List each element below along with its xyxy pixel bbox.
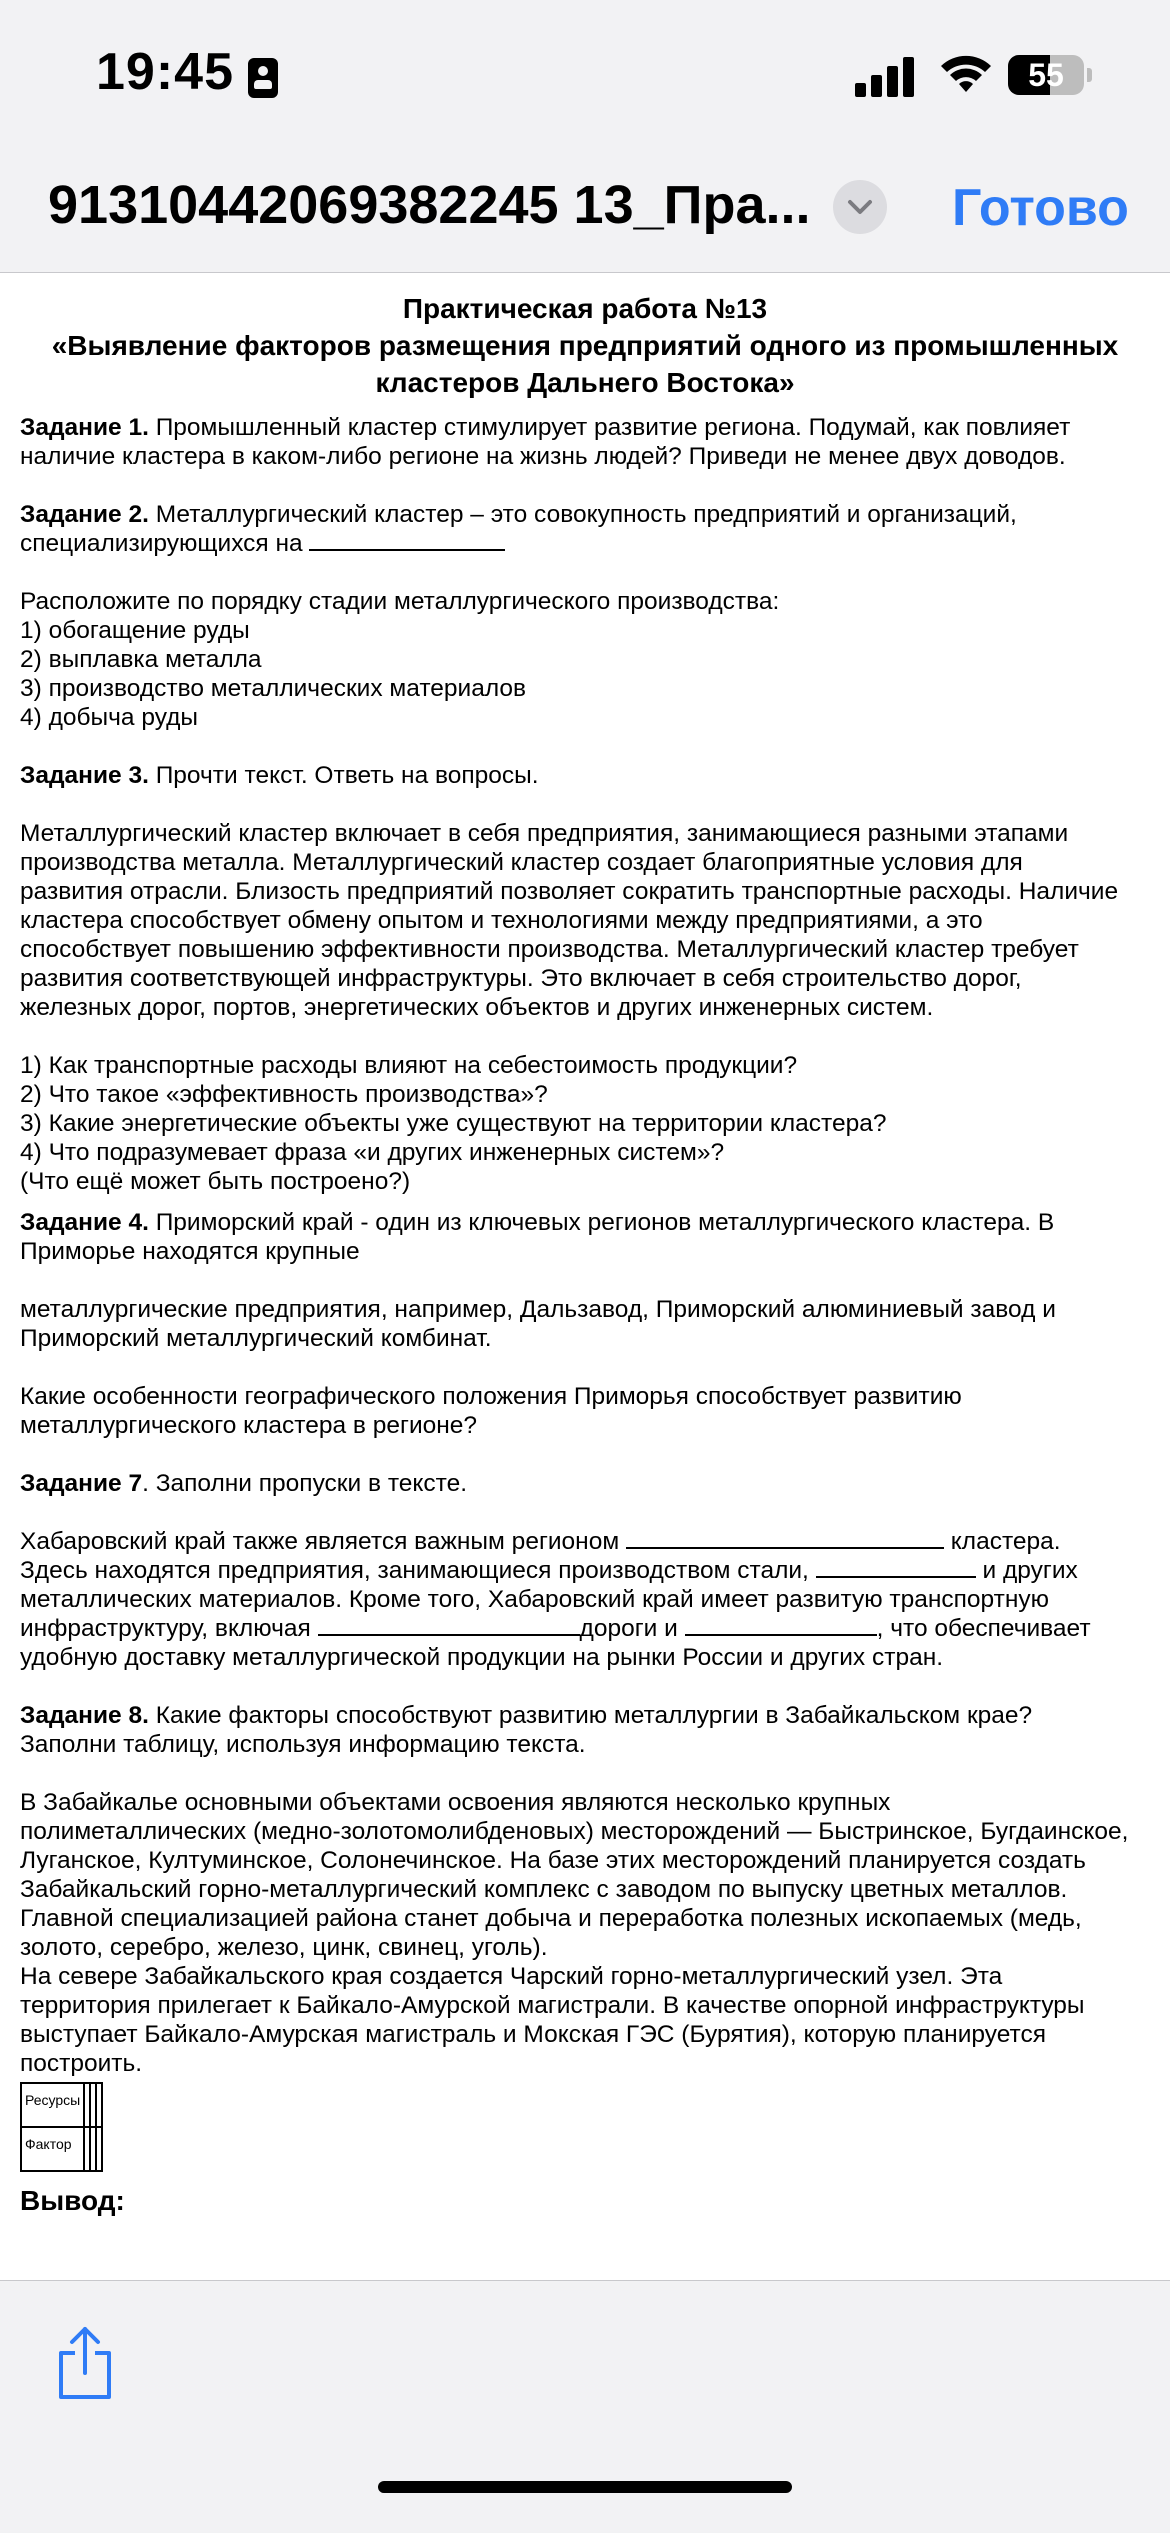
text-run: дороги и	[579, 1615, 685, 1642]
table-row	[21, 2083, 102, 2127]
list-item: 4) добыча руды	[20, 704, 199, 731]
paragraph-line: территория прилегает к Байкало-Амурской магистрали. В качестве опорной инфраструктуры	[20, 1992, 1085, 2019]
task-1	[20, 413, 1150, 442]
text-run: кластера.	[944, 1528, 1061, 1555]
list-item: 3) производство металлических материалов	[20, 675, 527, 702]
task-label: Задание 2.	[20, 501, 149, 528]
question-item: (Что ещё может быть построено?)	[20, 1168, 411, 1195]
contact-card-icon	[248, 58, 278, 98]
document-title[interactable]: 91310442069382245 13_Пра...	[48, 175, 811, 235]
worksheet-title: Практическая работа №13	[402, 293, 768, 324]
task-text: Прочти текст. Ответь на вопросы.	[148, 762, 539, 789]
paragraph-line: способствует повышению эффективности производства. Металлургический кластер требует	[20, 936, 1079, 963]
task-text: . Заполни пропуски в тексте.	[142, 1470, 468, 1497]
paragraph-line: Какие особенности географического положения Приморья способствует развитию	[20, 1383, 962, 1410]
title-menu-button[interactable]	[833, 180, 887, 234]
task-text: Какие факторы способствуют развитию металлургии в Забайкальском крае?	[148, 1702, 1033, 1729]
table-cell-label: Ресурсы	[21, 2083, 84, 2127]
task-1-line-2: наличие кластера в каком-либо регионе на жизнь людей? Приведи не менее двух доводов.	[20, 443, 1066, 470]
task-2-line-2	[20, 529, 1150, 558]
battery-icon	[1008, 55, 1084, 95]
chevron-down-icon	[833, 180, 887, 234]
question-item: 4) Что подразумевает фраза «и других инженерных систем»?	[20, 1139, 725, 1166]
order-intro: Расположите по порядку стадии металлургического производства:	[20, 588, 780, 615]
battery-percent: 55	[1028, 57, 1064, 93]
wifi-icon	[938, 50, 994, 96]
paragraph-line: построить.	[20, 2050, 143, 2077]
question-item: 1) Как транспортные расходы влияют на себестоимость продукции?	[20, 1052, 798, 1079]
task-label: Задание 1.	[20, 414, 149, 441]
task-text: Промышленный кластер стимулирует развитие региона. Подумай, как повлияет	[148, 414, 1071, 441]
task-2	[20, 500, 1150, 529]
done-button[interactable]: Готово	[952, 179, 1129, 237]
table-cell-label: Фактор	[21, 2127, 84, 2171]
paragraph-line: Металлургический кластер включает в себя предприятия, занимающиеся разными этапами	[20, 820, 1069, 847]
paragraph-line: развития отрасли. Близость предприятий позволяет сократить транспортные расходы. Наличие	[20, 878, 1119, 905]
paragraph-line: Приморский металлургический комбинат.	[20, 1325, 492, 1352]
conclusion-heading: Вывод:	[20, 2185, 125, 2216]
paragraph-line: золото, серебро, железо, цинк, свинец, уголь).	[20, 1934, 548, 1961]
table-cell	[96, 2127, 102, 2171]
task-8-line-2: Заполни таблицу, используя информацию текста.	[20, 1731, 586, 1758]
fill-in-blank	[816, 1556, 976, 1578]
task-text: Металлургический кластер – это совокупность предприятий и организаций,	[148, 501, 1017, 528]
document-nav-bar	[0, 150, 1170, 273]
task-7	[20, 1469, 1150, 1498]
text-run: , что обеспечивает	[876, 1615, 1091, 1642]
fill-in-blank	[685, 1614, 877, 1636]
task-4	[20, 1208, 1150, 1237]
task-label: Задание 3.	[20, 762, 149, 789]
text-run: Хабаровский край также является важным регионом	[20, 1528, 626, 1555]
resources-table	[20, 2082, 103, 2172]
fill-in-blank	[626, 1527, 944, 1549]
paragraph-line: Забайкальский горно-металлургический комплекс с заводом по выпуску цветных металлов.	[20, 1876, 1068, 1903]
share-icon[interactable]	[55, 2325, 115, 2401]
paragraph-line: кластера способствует обмену опытом и технологиями между предприятиями, а это	[20, 907, 983, 934]
question-item: 3) Какие энергетические объекты уже существуют на территории кластера?	[20, 1110, 887, 1137]
paragraph-line: В Забайкалье основными объектами освоения являются несколько крупных	[20, 1789, 891, 1816]
fill-in-blank	[318, 1614, 580, 1636]
worksheet-subtitle-2: кластеров Дальнего Востока»	[375, 367, 795, 398]
paragraph-line: железных дорог, портов, энергетических объектов и других инженерных систем.	[20, 994, 934, 1021]
worksheet-subtitle-1: «Выявление факторов размещения предприятий одного из промышленных	[51, 330, 1119, 361]
paragraph-line	[20, 1614, 1150, 1643]
battery-tip	[1087, 68, 1092, 82]
paragraph-line: производства металла. Металлургический кластер создает благоприятные условия для	[20, 849, 1023, 876]
task-4-line-2: Приморье находятся крупные	[20, 1238, 360, 1265]
table-row	[21, 2127, 102, 2171]
paragraph-line: металлургического кластера в регионе?	[20, 1412, 478, 1439]
paragraph-line: полиметаллических (медно-золотомолибденовых) месторождений — Быстринское, Бугдаинское,	[20, 1818, 1129, 1845]
paragraph-line	[20, 1527, 1150, 1556]
text-run: Здесь находятся предприятия, занимающиеся производством стали,	[20, 1557, 816, 1584]
paragraph-line: развития соответствующей инфраструктуры. Это включает в себя строительство дорог,	[20, 965, 1022, 992]
paragraph-line: Главной специализацией района станет добыча и переработка полезных ископаемых (медь,	[20, 1905, 1082, 1932]
cellular-signal-icon	[855, 55, 915, 97]
paragraph-line: На севере Забайкальского края создается Чарский горно-металлургический узел. Эта	[20, 1963, 1003, 1990]
question-item: 2) Что такое «эффективность производства»?	[20, 1081, 548, 1108]
fill-in-blank	[309, 529, 505, 551]
status-bar	[0, 0, 1170, 150]
paragraph-line: металлургические предприятия, например, Дальзавод, Приморский алюминиевый завод и	[20, 1296, 1056, 1323]
task-text: специализирующихся на	[20, 530, 303, 557]
task-text: Приморский край - один из ключевых регионов металлургического кластера. В	[148, 1209, 1055, 1236]
task-label: Задание 7	[20, 1470, 143, 1497]
paragraph-line: выступает Байкало-Амурская магистраль и Мокская ГЭС (Бурятия), которую планируется	[20, 2021, 1046, 2048]
status-time: 19:45	[96, 43, 234, 101]
paragraph-line: Луганское, Култуминское, Солонечинское. На базе этих месторождений планируется создать	[20, 1847, 1086, 1874]
paragraph-line	[20, 1556, 1150, 1585]
task-label: Задание 4.	[20, 1209, 149, 1236]
table-cell	[96, 2083, 102, 2127]
text-run: и других	[975, 1557, 1078, 1584]
list-item: 1) обогащение руды	[20, 617, 250, 644]
task-label: Задание 8.	[20, 1702, 149, 1729]
home-indicator[interactable]	[378, 2481, 792, 2493]
paragraph-line: металлических материалов. Кроме того, Хабаровский край имеет развитую транспортную	[20, 1586, 1049, 1613]
task-3	[20, 761, 1150, 790]
paragraph-line: удобную доставку металлургической продукции на рынки России и других стран.	[20, 1644, 944, 1671]
bottom-toolbar	[0, 2280, 1170, 2533]
list-item: 2) выплавка металла	[20, 646, 262, 673]
document-page	[20, 290, 1150, 2218]
text-run: инфраструктуру, включая	[20, 1615, 318, 1642]
task-8	[20, 1701, 1150, 1730]
